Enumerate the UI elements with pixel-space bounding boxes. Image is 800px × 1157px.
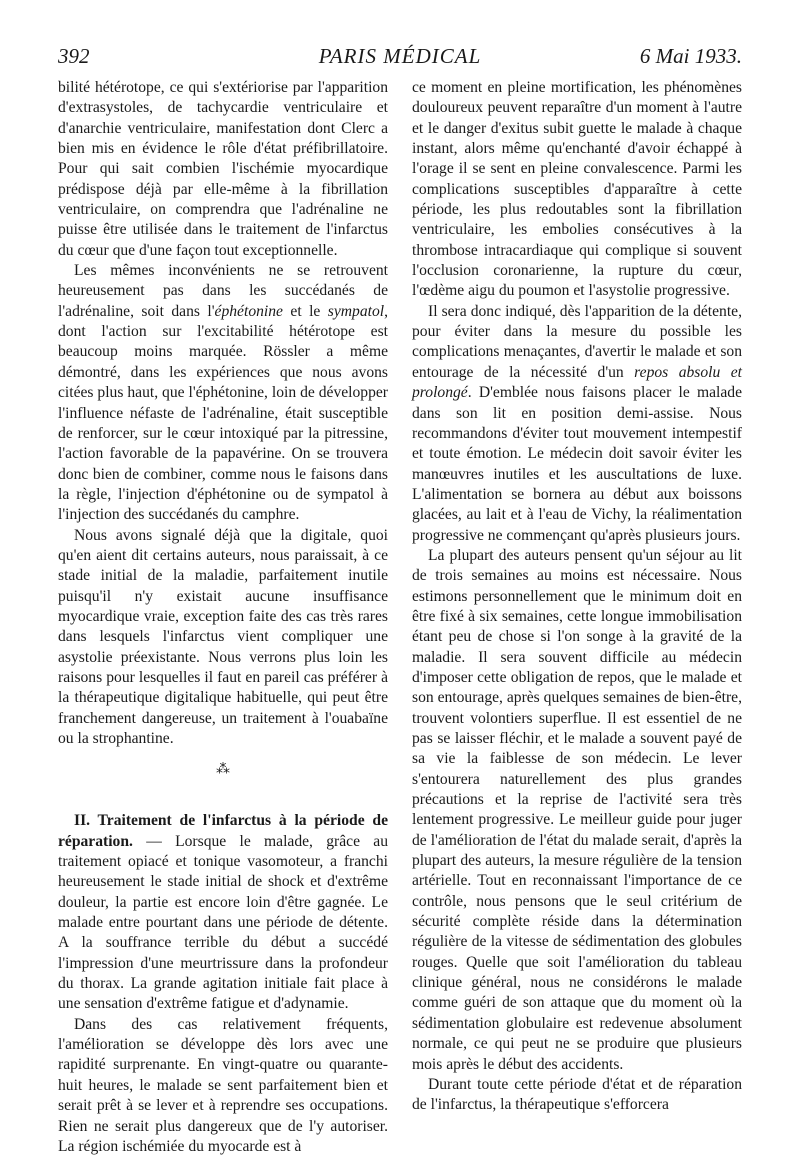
paragraph: Durant toute cette période d'état et de réparation de l'infarctus, la thérapeutique s'efforcera (412, 1075, 742, 1114)
paragraph: Les mêmes inconvénients ne se retrouvent heureusement pas dans les succédanés de l'adrénaline, soit dans l'éphétonine et le sympatol, dont l'action sur l'excitabilité hétérotope est beaucoup moins marquée. Rössler a même démontré, dans les expériences que nous avons citées plus haut, que l'éphétonine, loin de développer l'influence néfaste de l'adrénaline, était susceptible de renforcer, sur le cœur intoxiqué par la pitressine, l'action favorable de la papavérine. On se trouvera donc bien de combiner, comme nous le faisons dans la règle, l'injection d'éphétonine ou de sympatol à l'injection des succédanés du camphre. (58, 262, 388, 524)
drug-name: sympatol (327, 302, 385, 320)
page-number: 392 (58, 44, 90, 68)
page-header (58, 44, 742, 72)
paragraph: La plupart des auteurs pensent qu'un séjour au lit de trois semaines au moins est nécessaire. Nous estimons personnellement que le minimum doit en être fixé à six semaines, cette longue immobilisation étant peu de chose si l'on songe à la gravité de la maladie. Il sera souvent difficile au médecin d'imposer cette obligation de repos, que le malade et son entourage, après quelques semaines de bien-être, trouvent volontiers superflue. Il est essentiel de ne pas se laisser fléchir, et le malade a souvent payé de sa vie la faiblesse de son médecin. Le lever s'entourera naturellement des plus grandes précautions et la reprise de l'activité sera très lentement progressive. Le meilleur guide pour juger de l'amélioration de l'état du malade serait, d'après la plupart des auteurs, la mesure régulière de la tension artérielle. Tout en reconnaissant l'importance de ce contrôle, nous pensons que le seul critérium de sécurité complète réside dans la détermination régulière de la vitesse de sédimentation des globules rouges. Quelle que soit l'amélioration du tableau clinique général, nous ne considérons le malade comme guéri de son attaque que du moment où la sédimentation globulaire est redevenue absolument normale, ce qui peut ne se produire que plusieurs mois après le début des accidents. (412, 546, 742, 1073)
left-column (58, 78, 388, 1157)
journal-title: PARIS MÉDICAL (318, 44, 482, 68)
paragraph: bilité hétérotope, ce qui s'extériorise par l'apparition d'extrasystoles, de tachycardie ventriculaire et d'anarchie ventriculaire, manifestation dont Clerc a bien mis en évidence le rôle d'état préfibrillatoire. Pour qui sait combien l'ischémie myocardique prédispose déjà par elle-même à la fibrillation ventriculaire, on comprendra que l'adrénaline ne puisse être utilisée dans le traitement de l'infarctus du cœur que d'une façon tout exceptionnelle. (58, 79, 388, 259)
emphasis: repos absolu et prolongé (412, 363, 742, 402)
drug-name: éphétonine (214, 302, 283, 320)
right-column (412, 78, 742, 1116)
paragraph: ce moment en pleine mortification, les phénomènes douloureux peuvent reparaître d'un moment à l'autre et le danger d'exitus subit guette le malade à chaque instant, alors même qu'enchanté d'avoir échappé à l'orage il se sent en pleine convalescence. Parmi les complications susceptibles d'apparaître à cette période, les plus redoutables sont la fibrillation ventriculaire, les embolies consécutives à la thrombose intracardiaque qui complique si souvent l'occlusion coronarienne, la rupture du cœur, l'œdème aigu du poumon et l'asystolie progressive. (412, 79, 742, 300)
issue-date: 6 Mai 1933. (639, 44, 742, 68)
section-heading: II. Traitement de l'infarctus à la période de réparation. (58, 812, 388, 850)
paragraph: Il sera donc indiqué, dès l'apparition de la détente, pour éviter dans la mesure du possible les complications menaçantes, d'avertir le malade et son entourage de la nécessité d'un repos absolu et prolongé. D'emblée nous faisons placer le malade dans son lit en position demi-assise. Nous recommandons d'éviter tout mouvement intempestif et toute émotion. Le médecin doit savoir éviter les manœuvres inutiles et les auscultations de luxe. L'alimentation se bornera au début aux boissons glacées, au lait et à l'eau de Vichy, la réalimentation progressive ne commençant qu'après plusieurs jours. (412, 302, 742, 544)
section-separator: ⁂ (216, 762, 230, 778)
paragraph: II. Traitement de l'infarctus à la période de réparation. — Lorsque le malade, grâce au traitement opiacé et tonique vasomoteur, a franchi heureusement le stade initial de shock et d'extrême douleur, la partie est encore loin d'être gagnée. Le malade entre pourtant dans une période de détente. A la souffrance terrible du début a succédé l'impression d'une meurtrissure dans la profondeur du thorax. La grande agitation initiale fait place à une sensation d'extrême fatigue et d'adynamie. (58, 812, 388, 1013)
paragraph: Dans des cas relativement fréquents, l'amélioration se développe dès lors avec une rapidité surprenante. En vingt-quatre ou quarante-huit heures, le malade se sent parfaitement bien et serait prêt à se lever et à reprendre ses occupations. Rien ne serait plus dangereux que de l'y autoriser. La région ischémiée du myocarde est à (58, 1015, 388, 1155)
paragraph: Nous avons signalé déjà que la digitale, quoi qu'en aient dit certains auteurs, nous paraissait, à ce stade initial de la maladie, parfaitement inutile puisqu'il n'y existait aucune insuffisance myocardique vraie, exception faite des cas très rares dans lesquels l'infarctus vient compliquer une asystolie préexistante. Nous verrons plus loin les raisons pour lesquelles il faut en pareil cas préférer à la thérapeutique digitalique habituelle, qui peut être franchement dangereuse, un traitement à l'ouabaïne ou la strophantine. (58, 526, 388, 747)
